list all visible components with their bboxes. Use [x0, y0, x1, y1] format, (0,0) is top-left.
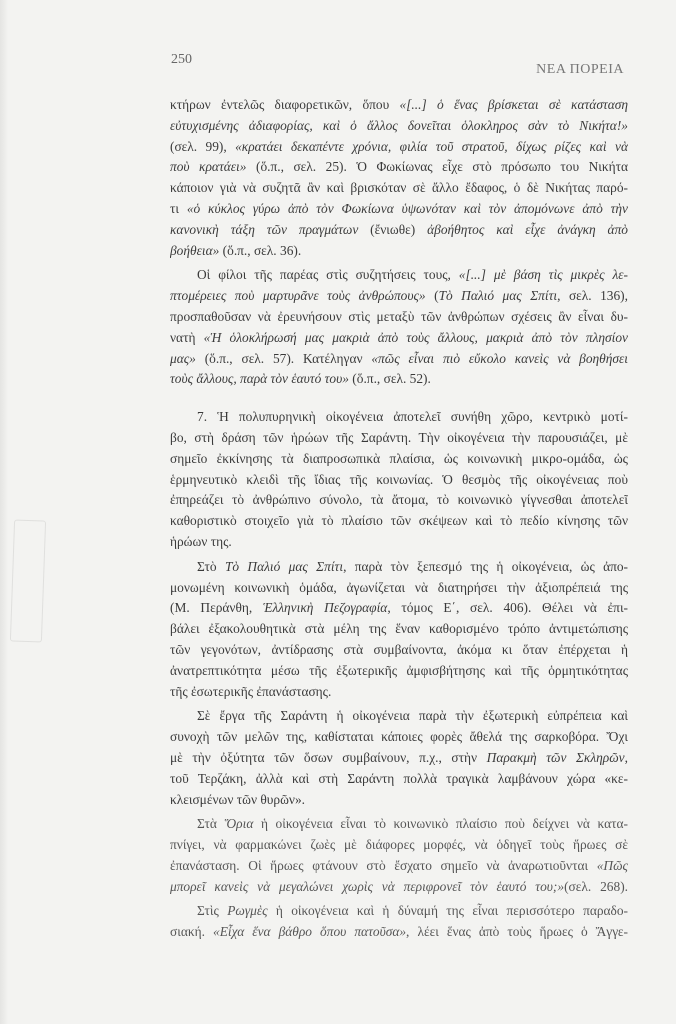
italic-text: βοήθεια» — [170, 242, 220, 258]
text-line — [170, 877, 628, 898]
text: μὲ τὴν ὀξύτητα τῶν ὅσων συμβαίνουν, π.χ., στὴν — [170, 749, 487, 765]
text: Στὶς — [197, 903, 228, 919]
text-line — [170, 682, 628, 703]
library-stamp — [10, 519, 46, 642]
text: ἡ οἰκογένεια εἶναι τὸ κοινωνικὸ πλαίσιο ποὺ δείχνει νὰ κατα- — [253, 816, 628, 832]
italic-text: «Εἶχα ἕνα βάθρο ὅπου πατοῦσα» — [213, 924, 407, 940]
scan-edge — [0, 0, 8, 1024]
italic-text: μας» — [170, 350, 196, 366]
text-line — [170, 328, 628, 349]
text-line — [170, 769, 628, 790]
italic-text: ποὺ κρατάει» — [170, 159, 247, 175]
italic-text: «[...] μὲ βάση τὶς μικρὲς λε- — [458, 267, 628, 283]
text-line — [170, 748, 628, 769]
text-line — [170, 814, 628, 835]
italic-text: «Ἡ ὁλοκλήρωσή μας μακριὰ ἀπὸ τοὺς ἄλλους, μακριὰ ἀπὸ τὸν πλησίον — [203, 329, 628, 345]
text: νατὴ — [170, 329, 204, 345]
text: ἐπηρεάζει τὸ ἀνθρώπινο σύνολο, τὰ ἄτομα, τὸ κοινωνικὸ γίγνεσθαι ἀποτελεῖ — [170, 492, 628, 508]
text: (ὅ.π., σελ. 25). Ὁ Φωκίωνας εἶχε στὸ πρόσωπο του Νικήτα — [246, 159, 628, 175]
italic-text: Ὅρια — [224, 816, 254, 832]
text: τοῦ Τερζάκη, ἀλλὰ καὶ στὴ Σαράντη πολλὰ τραγικὰ λαμβάνουν χώρα «κε- — [170, 770, 628, 786]
text: πνίγει, νὰ φαρμακώνει ζωὲς μὲ διάφορες μορφές, νὰ ὁδηγεῖ τοὺς ἥρωες σὲ — [170, 837, 628, 853]
text: ἀνατρεπτικότητα μέσω τῆς ἐξωτερικῆς ἀμφισβήτησης καὶ τῆς ὁρμητικότητας — [170, 662, 628, 678]
text: καθοριστικὸ στοιχεῖο γιὰ τὸ πλαίσιο τῶν σκέψεων καὶ τὸ πεδίο κίνησης τῶν — [170, 513, 628, 529]
text: , παρὰ τὸν ξεπεσμό της ἡ οἰκογένεια, ὡς ἀπο- — [343, 558, 628, 574]
text: κλεισμένων τῶν θυρῶν». — [170, 791, 305, 807]
text-line — [170, 428, 628, 449]
text-line — [170, 901, 628, 922]
text: ἡρώων της. — [170, 533, 232, 549]
text: , τόμος Ε΄, σελ. 406). Θέλει νὰ ἐπι- — [387, 600, 628, 616]
text-line — [170, 490, 628, 511]
text-line — [170, 286, 628, 307]
italic-text: μπορεῖ κανεὶς νὰ μεγαλώνει χωρὶς νὰ περιφρονεῖ τὸν ἑαυτό του;» — [170, 878, 565, 894]
running-header-title: ΝΕΑ ΠΟΡΕΙΑ — [536, 62, 624, 77]
text-line — [170, 220, 628, 241]
text: βάλει ἐξακολουθητικὰ στὰ μέλη της ἕναν καθορισμένο τρόπο ἀντιμετώπισης — [170, 621, 628, 637]
text: σημεῖο ἐκκίνησης τὰ διαπροσωπικὰ πλαίσια, ὡς κοινωνικὴ μικρο-ομάδα, ὡς — [170, 450, 628, 466]
text-line — [170, 199, 628, 220]
text: (σελ. 99), — [170, 138, 236, 154]
text: Στὸ — [197, 558, 225, 574]
text: τῶν γεγονότων, ἀντίδρασης στὰ συμβαίνοντα, ἀκόμα κι ὅταν ἐπέρχεται ἡ — [170, 641, 628, 657]
text-line — [170, 241, 628, 262]
text-line — [170, 578, 628, 599]
text-line — [170, 790, 628, 811]
body-text — [170, 95, 628, 943]
italic-text: Ρωγμὲς — [227, 903, 268, 919]
text: , λέει ἕνας ἀπὸ τοὺς ἥρωες ὁ Ἄγγε- — [406, 924, 628, 940]
text: (ὅ.π., σελ. 57). Κατέληγαν — [195, 350, 372, 366]
text: βο, στὴ δράση τῶν ἡρώων τῆς Σαράντη. Τὴν οἰκογένεια τὴν παρουσιάζει, μὲ — [170, 429, 628, 445]
italic-text: «κρατάει δεκαπέντε χρόνια, φιλία τοῦ στρατοῦ, δίχως ρίζες καὶ νὰ — [235, 138, 628, 154]
text-line — [170, 449, 628, 470]
italic-text: Τὸ Παλιό μας Σπίτι — [224, 558, 344, 574]
text-line — [170, 349, 628, 370]
text: τι — [170, 200, 187, 216]
italic-text: «[...] ὁ ἕνας βρίσκεται σὲ κατάσταση — [399, 97, 628, 112]
text-line — [170, 407, 628, 428]
text-line — [170, 532, 628, 553]
text-line — [170, 661, 628, 682]
page-number: 250 — [171, 52, 192, 67]
text: ( — [425, 288, 439, 304]
italic-text: τοὺς ἄλλους, παρὰ τὸν ἑαυτό του» — [170, 371, 349, 387]
italic-text: ἀβοήθητος καὶ εἶχε ἀνάγκη ἀπὸ — [427, 221, 628, 237]
text: ἐπανάσταση. Οἱ ἥρωες φτάνουν στὸ ἔσχατο σημεῖο νὰ ἀναρωτιοῦνται — [170, 857, 597, 873]
text-line — [170, 922, 628, 943]
text: (σελ. 268). — [564, 878, 628, 894]
text-line — [170, 265, 628, 286]
text-line — [170, 157, 628, 178]
text: ἡ οἰκογένεια καὶ ἡ δύναμή της εἶναι περισσότερο παραδο- — [267, 903, 628, 919]
text: συνοχὴ τῶν μελῶν της, καθίσταται κάποιες φορὲς ἄθελά της σαρκοβόρα. Ὄχι — [170, 729, 628, 745]
text: 7. Ἡ πολυπυρηνικὴ οἰκογένεια ἀποτελεῖ συνήθη χῶρο, κεντρικὸ μοτί- — [197, 409, 628, 425]
italic-text: «Πῶς — [596, 857, 628, 873]
italic-text: Ἑλληνικὴ Πεζογραφία — [262, 600, 388, 616]
text: προσπαθοῦσαν νὰ ἐρευνήσουν στὶς μεταξὺ τῶν ἀνθρώπων σχέσεις ἂν εἶναι δυ- — [170, 308, 628, 324]
text: ἑρμηνευτικὸ κλειδὶ τῆς ἴδιας τῆς κοινωνίας. Ὁ θεσμὸς τῆς οἰκογένειας ποὺ — [170, 471, 628, 487]
text-line — [170, 116, 628, 137]
text: τῆς ἐσωτερικῆς ἐπανάστασης. — [170, 683, 332, 699]
text: κτήρων ἐντελῶς διαφορετικῶν, ὅπου — [170, 97, 400, 112]
text-line — [170, 619, 628, 640]
text: (ὅ.π., σελ. 36). — [219, 242, 302, 258]
text-line — [170, 137, 628, 158]
italic-text: «πῶς εἶναι πιὸ εὔκολο κανεὶς νὰ βοηθήσει — [371, 350, 628, 366]
text-line — [170, 557, 628, 578]
text-line — [170, 706, 628, 727]
text: Σὲ ἔργα τῆς Σαράντη ἡ οἰκογένεια παρὰ τὴν ἐξωτερικὴ εὐπρέπεια καὶ — [197, 708, 628, 724]
italic-text: Παρακμὴ τῶν Σκληρῶν — [486, 749, 625, 765]
italic-text: Τὸ Παλιό μας Σπίτι — [438, 288, 558, 304]
italic-text: «ὁ κύκλος γύρω ἀπὸ τὸν Φωκίωνα ὑψωνόταν καὶ τὸν ἀπομόνωνε ἀπὸ τὴν — [186, 200, 628, 216]
text-line — [170, 369, 628, 390]
text: (ἔνιωθε) — [358, 221, 428, 237]
italic-text: εὐτυχισμένης ἀδιαφορίας, καὶ ὁ ἄλλος δονεῖται ὁλοκληρος σὰν τὸ Νικήτα!» — [170, 117, 628, 133]
italic-text: πτομέρειες ποὺ μαρτυρᾶνε τοὺς ἀνθρώπους» — [170, 288, 426, 304]
text-line — [170, 178, 628, 199]
text: , σελ. 136), — [557, 288, 628, 304]
text-line — [170, 727, 628, 748]
text-line — [170, 470, 628, 491]
italic-text: κανονικὴ τάξη τῶν πραγμάτων — [170, 221, 359, 237]
text-line — [170, 640, 628, 661]
text: σιακή. — [170, 924, 213, 940]
text-line — [170, 95, 628, 116]
text: (Μ. Περάνθη, — [170, 600, 263, 616]
text: (ὅ.π., σελ. 52). — [348, 371, 431, 387]
text-line — [170, 835, 628, 856]
text-line — [170, 598, 628, 619]
text-line — [170, 856, 628, 877]
text: Οἱ φίλοι τῆς παρέας στὶς συζητήσεις τους, — [197, 267, 459, 283]
text: μονωμένη κοινωνικὴ ὁμάδα, ἀγωνίζεται νὰ διατηρήσει τὴν ἀξιοπρέπειά της — [170, 579, 628, 595]
text: , — [624, 749, 628, 765]
text: κάποιον γιὰ νὰ συζητᾶ ἂν καὶ βρισκόταν σὲ ἄλλο ἔδαφος, ὁ δὲ Νικήτας παρό- — [170, 180, 628, 196]
text-line — [170, 307, 628, 328]
text-line — [170, 511, 628, 532]
text: Στὰ — [197, 816, 225, 832]
